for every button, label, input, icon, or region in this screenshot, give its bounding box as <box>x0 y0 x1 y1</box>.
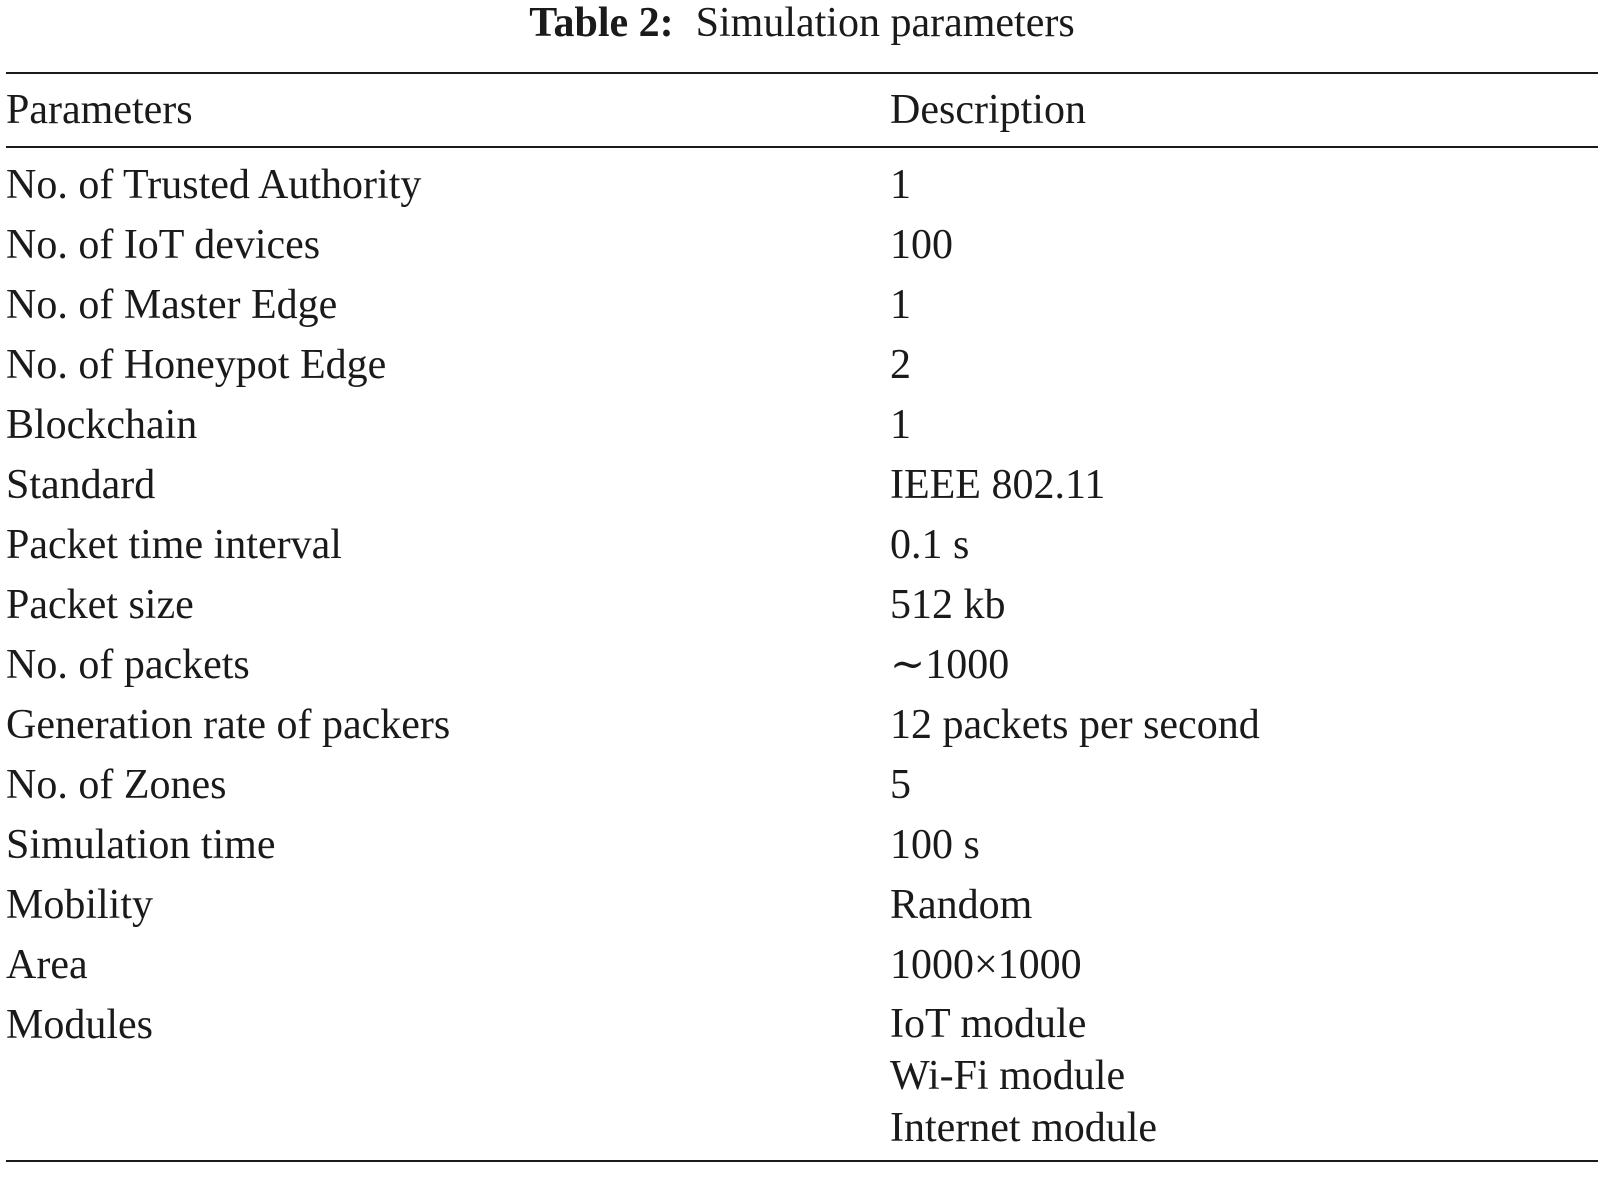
table-row <box>0 338 1604 398</box>
table-top-rule <box>6 72 1598 74</box>
table-row <box>0 578 1604 638</box>
param-cell: No. of Zones <box>6 762 227 808</box>
param-cell: No. of Honeypot Edge <box>6 342 387 388</box>
param-cell: Standard <box>6 462 156 508</box>
table-row <box>0 278 1604 338</box>
param-cell: No. of IoT devices <box>6 222 321 268</box>
header-description: Description <box>890 87 1086 133</box>
table-row <box>0 398 1604 458</box>
table-bottom-rule <box>6 1160 1598 1162</box>
desc-cell: ∼1000 <box>890 642 1010 688</box>
param-cell: No. of Trusted Authority <box>6 162 422 208</box>
table-body <box>0 158 1604 1158</box>
table-row <box>0 518 1604 578</box>
desc-cell: 12 packets per second <box>890 702 1260 748</box>
table-row <box>0 818 1604 878</box>
table-row-modules <box>0 998 1604 1162</box>
desc-cell: 100 s <box>890 822 980 868</box>
table-row <box>0 758 1604 818</box>
table-caption-label: Table 2: <box>529 0 674 46</box>
table-row <box>0 158 1604 218</box>
header-parameters: Parameters <box>6 87 193 133</box>
table-row <box>0 638 1604 698</box>
module-line: Internet module <box>890 1105 1158 1151</box>
desc-cell: 512 kb <box>890 582 1006 628</box>
desc-cell-multiline <box>890 998 1157 1154</box>
table-caption-title: Simulation parameters <box>695 0 1075 46</box>
param-cell: Simulation time <box>6 822 276 868</box>
desc-cell: 1 <box>890 402 911 448</box>
param-cell: Packet size <box>6 582 194 628</box>
param-cell: No. of Master Edge <box>6 282 338 328</box>
desc-cell: 5 <box>890 762 911 808</box>
desc-cell: Random <box>890 882 1033 928</box>
module-line: Wi-Fi module <box>890 1053 1126 1099</box>
table-header-row <box>0 83 1604 137</box>
param-cell: No. of packets <box>6 642 250 688</box>
table-row <box>0 218 1604 278</box>
param-cell: Blockchain <box>6 402 198 448</box>
desc-cell: 0.1 s <box>890 522 970 568</box>
desc-cell: 100 <box>890 222 953 268</box>
table-header-rule <box>6 146 1598 148</box>
desc-cell: IEEE 802.11 <box>890 462 1106 508</box>
table-row <box>0 878 1604 938</box>
table-caption <box>0 0 1604 46</box>
desc-cell: 1 <box>890 162 911 208</box>
param-cell: Packet time interval <box>6 522 342 568</box>
table-row <box>0 938 1604 998</box>
param-cell: Generation rate of packers <box>6 702 451 748</box>
param-cell: Mobility <box>6 882 154 928</box>
param-cell: Area <box>6 942 88 988</box>
desc-cell: 1000×1000 <box>890 942 1082 988</box>
module-line: IoT module <box>890 1001 1087 1047</box>
param-cell: Modules <box>6 1002 153 1048</box>
table-row <box>0 458 1604 518</box>
table-row <box>0 698 1604 758</box>
desc-cell: 2 <box>890 342 911 388</box>
desc-cell: 1 <box>890 282 911 328</box>
